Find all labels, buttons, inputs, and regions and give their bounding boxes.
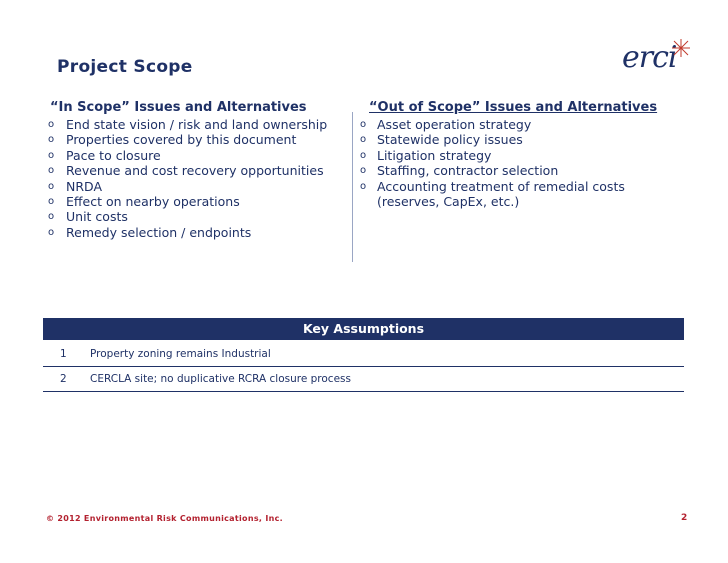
list-item [360, 148, 690, 163]
list-item-text: Statewide policy issues [377, 132, 523, 148]
list-item [48, 132, 348, 147]
bullet-icon: o [360, 180, 367, 192]
list-item [48, 179, 348, 194]
list-item-text: Effect on nearby operations [66, 194, 240, 210]
bullet-icon: o [48, 149, 55, 161]
list-item [48, 225, 348, 240]
copyright-footer: © 2012 Environmental Risk Communications, Inc. [46, 514, 283, 523]
list-item [360, 179, 690, 194]
bullet-icon: o [48, 165, 55, 177]
list-item-text: Unit costs [66, 209, 128, 225]
logo-star-icon [670, 38, 692, 58]
out-of-scope-heading-text: “Out of Scope” Issues and Alternatives [369, 100, 658, 115]
list-item-text: NRDA [66, 178, 102, 194]
list-item [48, 209, 348, 224]
list-item [360, 163, 690, 178]
logo-wordmark: erci [622, 40, 677, 75]
out-of-scope-list [360, 117, 690, 194]
list-item-text: Staffing, contractor selection [377, 163, 559, 179]
column-divider [352, 112, 353, 262]
table-row [43, 366, 684, 392]
list-item-text: Revenue and cost recovery opportunities [66, 163, 324, 179]
list-item-continuation: (reserves, CapEx, etc.) [377, 194, 520, 210]
company-logo [622, 38, 694, 76]
bullet-icon: o [360, 134, 367, 146]
in-scope-column [48, 100, 348, 240]
row-number: 2 [60, 373, 67, 385]
bullet-icon: o [360, 165, 367, 177]
table-row [43, 341, 684, 367]
list-item-text: Properties covered by this document [66, 132, 297, 148]
list-item-text: Litigation strategy [377, 147, 492, 163]
list-item [48, 148, 348, 163]
in-scope-list [48, 117, 348, 240]
row-number: 1 [60, 348, 67, 360]
row-text: Property zoning remains Industrial [90, 348, 271, 360]
list-item [48, 117, 348, 132]
bullet-icon: o [48, 226, 55, 238]
list-item [360, 132, 690, 147]
in-scope-heading: “In Scope” Issues and Alternatives [50, 100, 307, 115]
row-text: CERCLA site; no duplicative RCRA closure process [90, 373, 351, 385]
list-item-text: Accounting treatment of remedial costs [377, 178, 625, 194]
key-assumptions-header: Key Assumptions [43, 318, 684, 340]
bullet-icon: o [48, 196, 55, 208]
bullet-icon: o [48, 119, 55, 130]
list-item [48, 194, 348, 209]
list-item-text: End state vision / risk and land ownership [66, 117, 328, 132]
out-of-scope-column [360, 100, 690, 209]
bullet-icon: o [48, 211, 55, 223]
bullet-icon: o [360, 119, 367, 130]
bullet-icon: o [48, 134, 55, 146]
list-item-text: Remedy selection / endpoints [66, 224, 252, 240]
bullet-icon: o [360, 149, 367, 161]
list-item [360, 117, 690, 132]
list-item-text: Asset operation strategy [377, 117, 532, 132]
page-number: 2 [681, 513, 688, 523]
list-item [48, 163, 348, 178]
bullet-icon: o [48, 180, 55, 192]
page-title: Project Scope [57, 57, 193, 77]
out-of-scope-heading [369, 100, 690, 115]
list-item-text: Pace to closure [66, 147, 161, 163]
